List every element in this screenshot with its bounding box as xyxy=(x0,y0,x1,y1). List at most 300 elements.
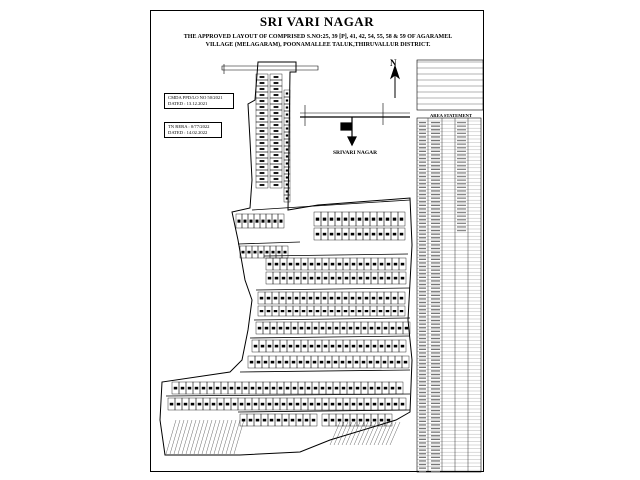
plot-number xyxy=(352,263,356,266)
table-cell-text xyxy=(419,208,426,209)
plot-number xyxy=(324,263,328,266)
rera-number: TN RERA : 0/77/2022 xyxy=(168,124,210,129)
table-cell-text xyxy=(431,244,440,245)
plot-block-south-5 xyxy=(168,398,406,410)
table-cell-text xyxy=(419,410,426,411)
plot-number xyxy=(299,361,303,364)
plot-number xyxy=(279,327,283,330)
plot-number xyxy=(365,218,369,221)
plot-number xyxy=(370,327,374,330)
plot-number xyxy=(296,403,300,406)
table-cell-text xyxy=(419,183,426,184)
plot-block-south-1 xyxy=(252,340,364,352)
table-cell-text xyxy=(419,406,426,407)
plot-number xyxy=(358,233,362,236)
plot-number xyxy=(310,403,314,406)
plot-number xyxy=(352,419,356,422)
table-cell-text xyxy=(431,241,440,242)
plot-number xyxy=(373,263,377,266)
plot-number xyxy=(365,297,369,300)
plot-number xyxy=(321,387,325,390)
table-cell-text xyxy=(457,133,466,134)
plot-number xyxy=(303,345,307,348)
table-cell-text xyxy=(431,183,440,184)
table-cell-text xyxy=(431,122,440,123)
table-cell-text xyxy=(419,129,426,130)
plot-number xyxy=(310,263,314,266)
plot-number xyxy=(330,297,334,300)
plot-number xyxy=(240,403,244,406)
plot-number xyxy=(372,233,376,236)
table-cell-text xyxy=(431,302,440,303)
table-cell-text xyxy=(419,363,426,364)
table-cell-text xyxy=(457,169,466,170)
table-cell-text xyxy=(457,190,466,191)
table-cell-text xyxy=(419,352,426,353)
plot-number xyxy=(286,197,288,199)
table-cell-text xyxy=(419,226,426,227)
table-cell-text xyxy=(431,414,440,415)
plot-number xyxy=(274,178,279,180)
table-cell-text xyxy=(419,126,426,127)
table-cell-text xyxy=(431,468,440,469)
table-cell-text xyxy=(431,273,440,274)
plot-number xyxy=(278,361,282,364)
plot-number xyxy=(365,233,369,236)
table-cell-text xyxy=(431,450,440,451)
plot-number xyxy=(317,263,321,266)
plot-block-north-east xyxy=(270,74,282,188)
table-cell-text xyxy=(419,302,426,303)
table-cell-text xyxy=(431,255,440,256)
plot-number xyxy=(386,233,390,236)
plot-number xyxy=(345,345,349,348)
table-cell-text xyxy=(457,187,466,188)
plot-number xyxy=(321,327,325,330)
plot-number xyxy=(286,106,288,108)
plot-number xyxy=(286,141,288,143)
table-cell-text xyxy=(431,396,440,397)
table-cell-text xyxy=(457,223,466,224)
table-cell-text xyxy=(431,216,440,217)
table-cell-text xyxy=(431,259,440,260)
plot-number xyxy=(380,277,384,280)
table-cell-text xyxy=(419,432,426,433)
hatch-line xyxy=(370,422,380,445)
plot-number xyxy=(275,403,279,406)
plot-number xyxy=(401,345,405,348)
plot-number xyxy=(254,251,257,254)
plot-number xyxy=(310,277,314,280)
plot-number xyxy=(274,184,279,186)
plot-number xyxy=(188,387,192,390)
location-map-label: SRIVARI NAGAR xyxy=(333,150,378,156)
plot-number xyxy=(195,387,199,390)
plot-number xyxy=(384,387,388,390)
plot-number xyxy=(359,403,363,406)
plot-number xyxy=(366,403,370,406)
table-cell-text xyxy=(419,320,426,321)
plot-number xyxy=(324,345,328,348)
plot-number xyxy=(331,419,335,422)
table-cell-text xyxy=(419,172,426,173)
plot-number xyxy=(324,277,328,280)
hatch-line xyxy=(170,420,180,454)
table-cell-text xyxy=(419,122,426,123)
plot-number xyxy=(268,277,272,280)
table-cell-text xyxy=(431,388,440,389)
table-cell-text xyxy=(457,144,466,145)
plot-number xyxy=(260,148,265,150)
plot-number xyxy=(380,263,384,266)
plot-number xyxy=(373,403,377,406)
plot-number xyxy=(323,233,327,236)
table-cell-text xyxy=(419,277,426,278)
table-cell-text xyxy=(431,345,440,346)
plot-number xyxy=(380,419,384,422)
table-cell-text xyxy=(431,288,440,289)
plot-number xyxy=(393,218,397,221)
plot-number xyxy=(380,403,384,406)
plot-number xyxy=(278,251,281,254)
plot-number xyxy=(212,403,216,406)
table-cell-text xyxy=(431,392,440,393)
table-cell-text xyxy=(419,154,426,155)
hatch-line xyxy=(202,420,212,454)
plot-number xyxy=(251,387,255,390)
table-cell-text xyxy=(419,442,426,443)
plot-number xyxy=(250,220,253,223)
plot-number xyxy=(242,419,246,422)
plot-number xyxy=(380,345,384,348)
open-space-hatch xyxy=(166,420,400,454)
table-cell-text xyxy=(431,270,440,271)
plot-number xyxy=(286,127,288,129)
hatch-line xyxy=(166,420,176,454)
table-cell-text xyxy=(419,162,426,163)
table-cell-text xyxy=(419,248,426,249)
plot-number xyxy=(260,154,265,156)
plot-block-mid-east-1 xyxy=(314,212,405,226)
plot-block-north-west xyxy=(256,74,268,188)
plot-number xyxy=(268,263,272,266)
table-cell-text xyxy=(431,291,440,292)
table-cell-text xyxy=(431,136,440,137)
plot-number xyxy=(373,345,377,348)
plot-number xyxy=(281,310,285,312)
plot-number xyxy=(277,419,281,422)
plot-number xyxy=(366,277,370,280)
plot-number xyxy=(352,403,356,406)
table-cell-text xyxy=(419,334,426,335)
plot-number xyxy=(313,361,317,364)
table-cell-text xyxy=(431,338,440,339)
table-cell-text xyxy=(419,216,426,217)
plot-number xyxy=(359,419,363,422)
plot-number xyxy=(274,172,279,174)
plot-number xyxy=(337,297,341,300)
plot-number xyxy=(355,361,359,364)
hatch-line xyxy=(334,422,344,445)
plot-number xyxy=(266,251,269,254)
table-cell-text xyxy=(419,187,426,188)
table-cell-text xyxy=(431,457,440,458)
table-cell-text xyxy=(431,230,440,231)
table-cell-text xyxy=(419,435,426,436)
plot-number xyxy=(260,136,265,138)
plot-number xyxy=(398,387,402,390)
hatch-line xyxy=(230,420,240,454)
area-summary-box xyxy=(417,60,483,110)
plot-number xyxy=(260,88,265,90)
hatch-line xyxy=(218,420,228,454)
table-cell-text xyxy=(419,450,426,451)
table-cell-text xyxy=(419,144,426,145)
table-cell-text xyxy=(457,180,466,181)
table-cell-text xyxy=(419,439,426,440)
plot-number xyxy=(335,327,339,330)
table-cell-text xyxy=(419,349,426,350)
road xyxy=(166,394,410,396)
plot-number xyxy=(338,403,342,406)
table-cell-text xyxy=(419,165,426,166)
table-cell-text xyxy=(431,471,440,472)
table-cell-text xyxy=(457,165,466,166)
table-cell-text xyxy=(431,378,440,379)
plot-number xyxy=(352,277,356,280)
table-cell-text xyxy=(457,212,466,213)
plot-number xyxy=(274,88,279,90)
plot-number xyxy=(377,387,381,390)
plot-number xyxy=(391,387,395,390)
table-cell-text xyxy=(419,309,426,310)
plot-number xyxy=(260,142,265,144)
table-cell-text xyxy=(419,201,426,202)
plot-number xyxy=(373,419,377,422)
plot-number xyxy=(260,251,263,254)
plot-number xyxy=(330,218,334,221)
plot-number xyxy=(387,403,391,406)
plot-number xyxy=(288,310,292,312)
plot-number xyxy=(337,233,341,236)
table-cell-text xyxy=(419,306,426,307)
plot-number xyxy=(302,310,306,312)
table-cell-text xyxy=(457,162,466,163)
plot-number xyxy=(312,419,316,422)
table-cell-text xyxy=(457,158,466,159)
road xyxy=(252,200,410,210)
plot-number xyxy=(289,277,293,280)
plot-number xyxy=(390,361,394,364)
table-cell-text xyxy=(431,349,440,350)
table-cell-text xyxy=(419,356,426,357)
plot-number xyxy=(279,387,283,390)
table-cell-text xyxy=(419,313,426,314)
table-cell-text xyxy=(431,201,440,202)
plot-number xyxy=(284,419,288,422)
table-cell-text xyxy=(419,360,426,361)
plot-number xyxy=(282,263,286,266)
table-cell-text xyxy=(431,198,440,199)
plot-number xyxy=(337,310,341,312)
table-cell-text xyxy=(431,324,440,325)
plot-number xyxy=(358,297,362,300)
plot-number xyxy=(274,166,279,168)
table-cell-text xyxy=(431,262,440,263)
table-cell-text xyxy=(419,169,426,170)
plot-number xyxy=(286,134,288,136)
plot-number xyxy=(274,148,279,150)
plot-number xyxy=(289,263,293,266)
plot-number xyxy=(274,310,278,312)
plot-number xyxy=(384,327,388,330)
plot-number xyxy=(400,297,404,300)
table-cell-text xyxy=(419,403,426,404)
plot-number xyxy=(274,124,279,126)
table-cell-text xyxy=(419,399,426,400)
table-cell-text xyxy=(431,280,440,281)
table-cell-text xyxy=(431,309,440,310)
plot-block-mid-west xyxy=(236,214,284,228)
plot-number xyxy=(260,160,265,162)
table-cell-text xyxy=(419,180,426,181)
plot-number xyxy=(274,297,278,300)
table-cell-text xyxy=(431,190,440,191)
table-cell-text xyxy=(419,198,426,199)
table-cell-text xyxy=(431,172,440,173)
plot-number xyxy=(198,403,202,406)
table-cell-text xyxy=(431,421,440,422)
plot-number xyxy=(267,297,271,300)
plot-number xyxy=(274,94,279,96)
table-cell-text xyxy=(457,140,466,141)
table-cell-text xyxy=(431,147,440,148)
plot-number xyxy=(386,310,390,312)
plot-number xyxy=(386,297,390,300)
plot-number xyxy=(286,176,288,178)
plot-number xyxy=(394,345,398,348)
plot-number xyxy=(237,387,241,390)
hatch-line xyxy=(358,422,368,445)
plot-number xyxy=(404,361,408,364)
plot-number xyxy=(298,419,302,422)
plot-number xyxy=(230,387,234,390)
road xyxy=(256,288,410,290)
plot-number xyxy=(295,297,299,300)
plot-number xyxy=(307,387,311,390)
plot-number xyxy=(254,403,258,406)
plot-number xyxy=(356,327,360,330)
table-cell-text xyxy=(419,205,426,206)
plot-number xyxy=(310,345,314,348)
table-cell-text xyxy=(419,291,426,292)
plot-number xyxy=(275,263,279,266)
plot-number xyxy=(247,403,251,406)
plot-number xyxy=(366,263,370,266)
road xyxy=(250,336,410,338)
plot-number xyxy=(316,297,320,300)
plot-number xyxy=(372,310,376,312)
table-cell-text xyxy=(431,306,440,307)
plot-number xyxy=(305,419,309,422)
plot-number xyxy=(398,327,402,330)
plot-number xyxy=(387,263,391,266)
plot-number xyxy=(351,297,355,300)
plot-number xyxy=(272,387,276,390)
plot-number xyxy=(334,361,338,364)
table-cell-text xyxy=(431,356,440,357)
plot-number xyxy=(174,387,178,390)
hatch-line xyxy=(390,422,400,445)
plot-number xyxy=(397,361,401,364)
plot-number xyxy=(274,76,279,78)
table-cell-text xyxy=(431,126,440,127)
plot-number xyxy=(257,361,261,364)
plot-number xyxy=(288,297,292,300)
subtitle-line-1: THE APPROVED LAYOUT OF COMPRISED S.NO:25, 39 [P], 41, 42, 54, 55, 58 & 59 OF AGARAMEL xyxy=(183,34,453,40)
plot-number xyxy=(254,345,258,348)
table-cell-text xyxy=(419,471,426,472)
plot-number xyxy=(260,297,264,300)
table-cell-text xyxy=(457,126,466,127)
plot-number xyxy=(363,387,367,390)
plot-number xyxy=(286,92,288,94)
hatch-line xyxy=(382,422,392,445)
plot-number xyxy=(300,327,304,330)
table-cell-text xyxy=(419,140,426,141)
hatch-line xyxy=(206,420,216,454)
hatch-line xyxy=(222,420,232,454)
plot-number xyxy=(401,263,405,266)
table-cell-text xyxy=(431,367,440,368)
table-cell-text xyxy=(431,151,440,152)
plot-number xyxy=(345,277,349,280)
plot-number xyxy=(260,130,265,132)
table-cell-text xyxy=(419,428,426,429)
table-cell-text xyxy=(457,172,466,173)
plot-number xyxy=(393,310,397,312)
plot-number xyxy=(260,310,264,312)
plot-block-central-1 xyxy=(266,258,406,270)
table-cell-text xyxy=(431,327,440,328)
plot-number xyxy=(263,419,267,422)
table-cell-text xyxy=(419,212,426,213)
site-plan xyxy=(160,62,412,455)
hatch-line xyxy=(354,422,364,445)
plot-number xyxy=(341,361,345,364)
table-cell-text xyxy=(431,284,440,285)
plot-number xyxy=(274,220,277,223)
plot-number xyxy=(244,387,248,390)
table-cell-text xyxy=(419,270,426,271)
table-cell-text xyxy=(431,320,440,321)
plot-number xyxy=(324,403,328,406)
plot-number xyxy=(177,403,181,406)
plot-number xyxy=(303,277,307,280)
table-cell-text xyxy=(419,338,426,339)
plot-number xyxy=(260,82,265,84)
plot-number xyxy=(250,361,254,364)
table-cell-text xyxy=(431,352,440,353)
table-cell-text xyxy=(431,363,440,364)
layout-title: SRI VARI NAGAR xyxy=(259,14,375,29)
plot-number xyxy=(293,387,297,390)
table-cell-text xyxy=(431,252,440,253)
plot-number xyxy=(260,106,265,108)
table-cell-text xyxy=(431,428,440,429)
table-cell-text xyxy=(419,158,426,159)
hatch-line xyxy=(194,420,204,454)
